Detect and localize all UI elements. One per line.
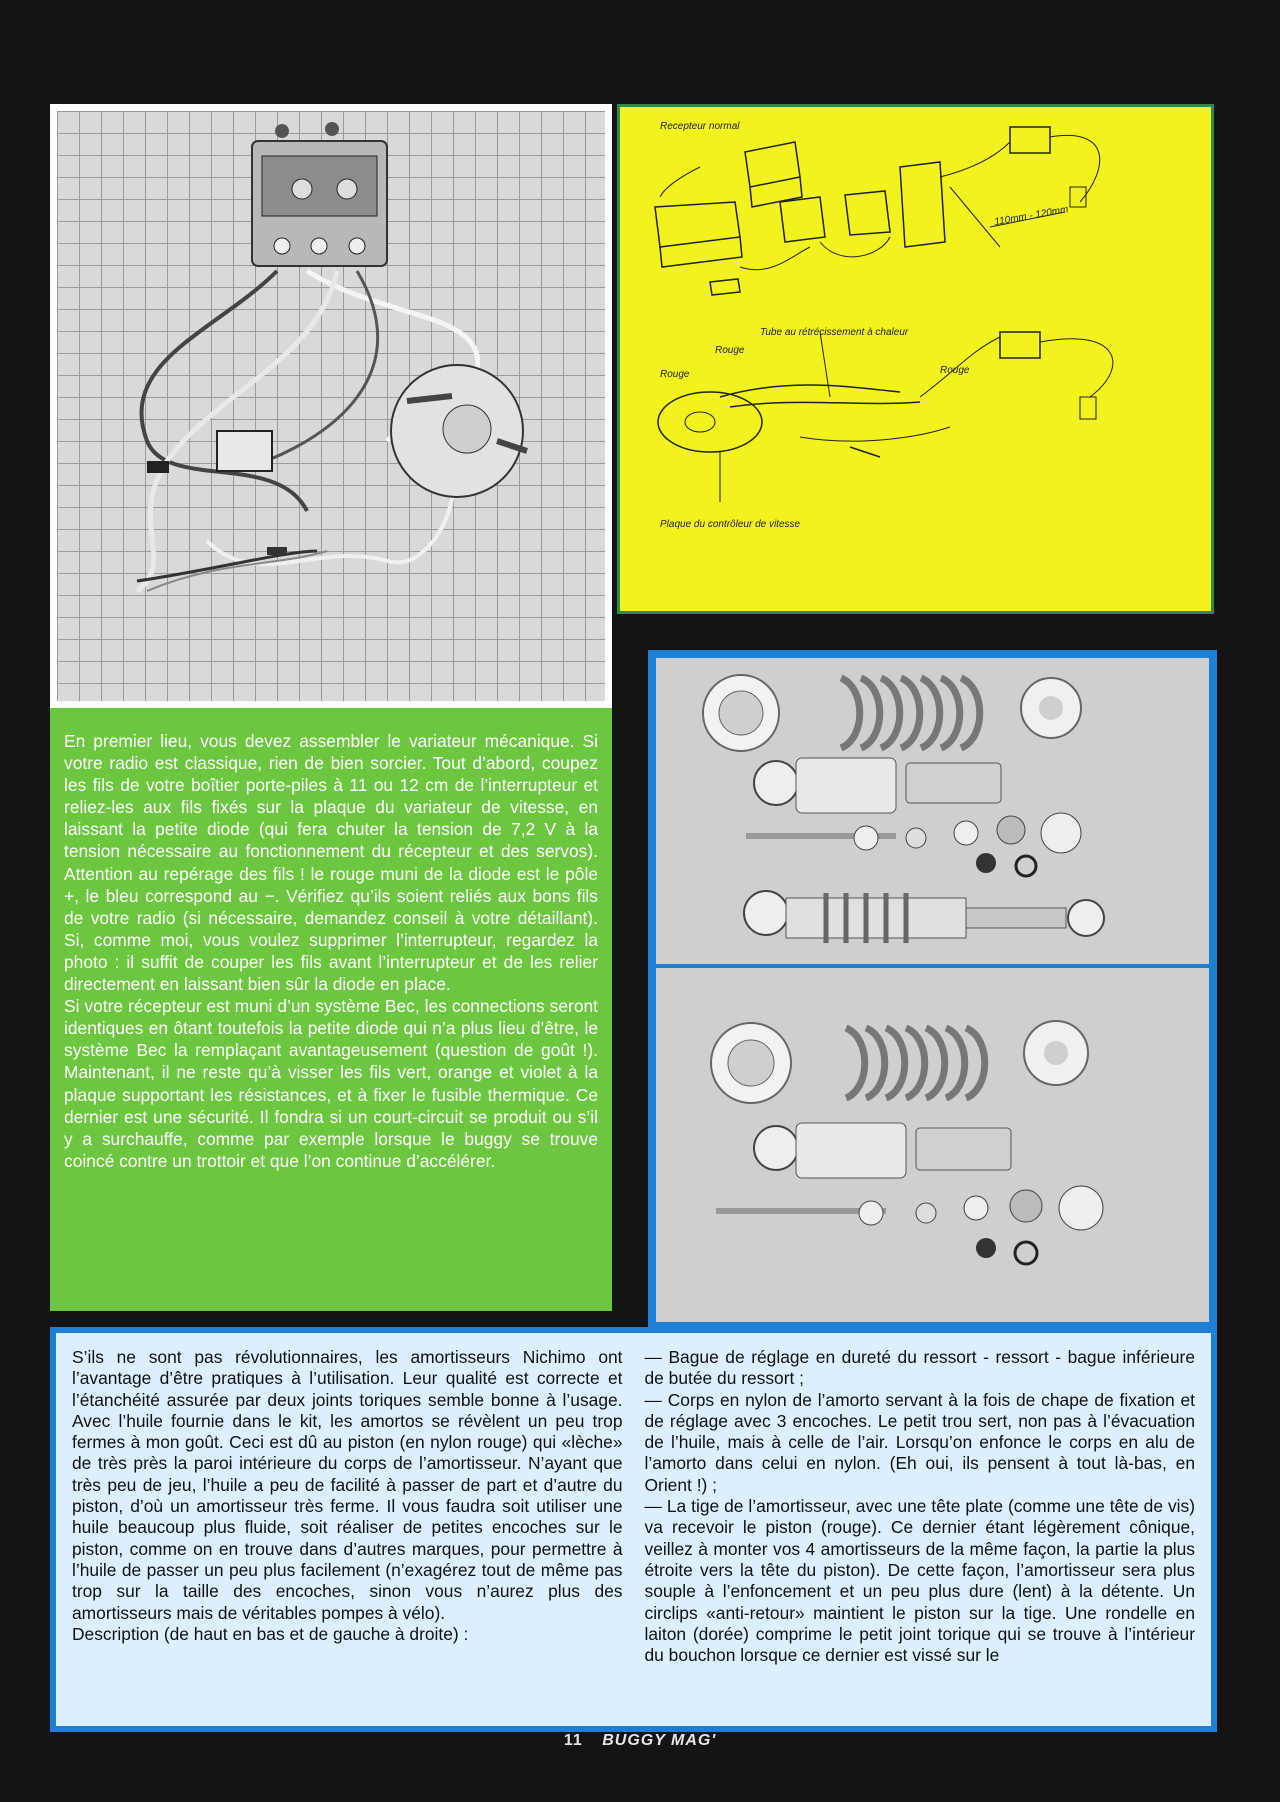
speed-controller-illustration [57,111,605,701]
left-paragraph-1: S’ils ne sont pas révolutionnaires, les amortisseurs Nichimo ont l’avantage d’être pratiques à l’utilisation. Leur qualité est correcte et l’étanchéité assurée par deux joints toriques semble bonne à l’usage. Avec l’huile fournie dans le kit, les amortos se révèlent un peu trop fermes à mon goût. Ceci est dû au piston (en nylon rouge) qui «lèche» de très près la paroi intérieure du corps de l’amortisseur. N’ayant que très peu de jeu, l’huile a peu de facilité à passer de part et d’autre du piston, d’où un amortisseur très ferme. Il vous faudra soit utiliser une huile beaucoup plus fluide, soit réaliser de petites encoches sur le piston, comme on en trouve dans d’autres marques, pour permettre à l’huile de passer un peu plus facilement (n’exagérez tout de même pas trop sur la taille des encoches, sinon vous n’aurez plus des amortisseurs mais de véritables pompes à vélo). [72,1347,623,1623]
right-paragraph-2: — Corps en nylon de l’amorto servant à la fois de chape de fixation et de réglage avec 3 encoches. Le petit trou sert, non pas à l’évacuation de l’huile, mais à celle de l’air. Lorsqu’on enfonce le corps en alu de l’amorto dans celui en nylon. (Eh oui, ils pensent à tout là-bas, en Orient !) ; [644,1389,1195,1495]
label-plate: Plaque du contrôleur de vitesse [660,519,801,530]
text-column-right [645,1347,1196,1720]
label-receiver: Recepteur normal [660,121,740,132]
label-tube: Tube au rétrécissement à chaleur [760,327,909,338]
right-paragraph-1: — Bague de réglage en dureté du ressort - ressort - bague inférieure de butée du ressort ; [644,1347,1195,1389]
speed-controller-photo [50,104,612,708]
label-dimension: 110mm - 120mm [993,204,1070,228]
label-rouge-3: Rouge [940,365,970,376]
magazine-name: BUGGY MAG' [602,1732,717,1749]
green-paragraph-1: En premier lieu, vous devez assembler le variateur mécanique. Si votre radio est classique, rien de bien sorcier. Tout d’abord, coupez les fils de votre boîtier porte-piles à 11 ou 12 cm de l’interrupteur et reliez-les aux fils fixés sur la plaque du variateur de vitesse, en laissant la petite diode (qui fera chuter la tension de 7,2 V à la tension nécessaire au fonctionnement du récepteur et des servos). Attention au repérage des fils ! le rouge muni de la diode est le pôle +, le bleu correspond au −. Vérifiez qu’ils soient reliés aux bons fils de votre radio (si nécessaire, demandez conseil à votre détaillant). Si, comme moi, vous voulez supprimer l’interrupteur, regardez la photo : il suffit de couper les fils avant l’interrupteur et de les relier directement en laissant bien sûr la diode en place. [64,731,598,995]
green-paragraph-2: Si votre récepteur est muni d’un système Bec, les connections seront identiques en ôtant toutefois la petite diode qui n’a plus lieu d’être, le système Bec la remplaçant avantageusement (question de goût !). Maintenant, il ne reste qu’à visser les fils vert, orange et violet à la plaque supportant les résistances, et à fixer le fusible thermique. Ce dernier est une sécurité. Il fondra si un court-circuit se produit ou s’il y a surchauffe, comme par exemple lorsque le buggy se trouve coincé contre un trottoir et que l’on continue d’accélérer. [64,996,598,1171]
wiring-diagram [617,104,1214,614]
shock-absorber-photos [648,650,1217,1330]
text-column-left [72,1347,623,1720]
shock-absorber-text-block [50,1327,1217,1732]
label-rouge-1: Rouge [715,345,745,356]
page-number: 11 [563,1732,583,1749]
right-paragraph-3: — La tige de l’amortisseur, avec une tête plate (comme une tête de vis) va recevoir le piston (rouge). Ce dernier étant légèrement cônique, veillez à monter vos 4 amortisseurs de la même façon, la partie la plus étroite vers la tête du piston). De cette façon, l’amortisseur sera plus souple à l’enfoncement et un peu plus dure (lent) à la détente. Un circlips «anti-retour» maintient le piston sur la tige. Une rondelle en laiton (dorée) comprime le petit joint torique qui se trouve à l’intérieur du bouchon lorsque ce dernier est vissé sur le [644,1496,1195,1666]
left-paragraph-2: Description (de haut en bas et de gauche à droite) : [72,1623,469,1644]
green-text-block [50,708,612,1311]
shock-parts-photo-top [656,658,1209,964]
shock-parts-photo-bottom [656,968,1209,1322]
page-footer [0,1732,1280,1750]
wiring-schematic [620,107,1211,611]
grid-background [57,111,605,701]
label-rouge-2: Rouge [660,369,690,380]
